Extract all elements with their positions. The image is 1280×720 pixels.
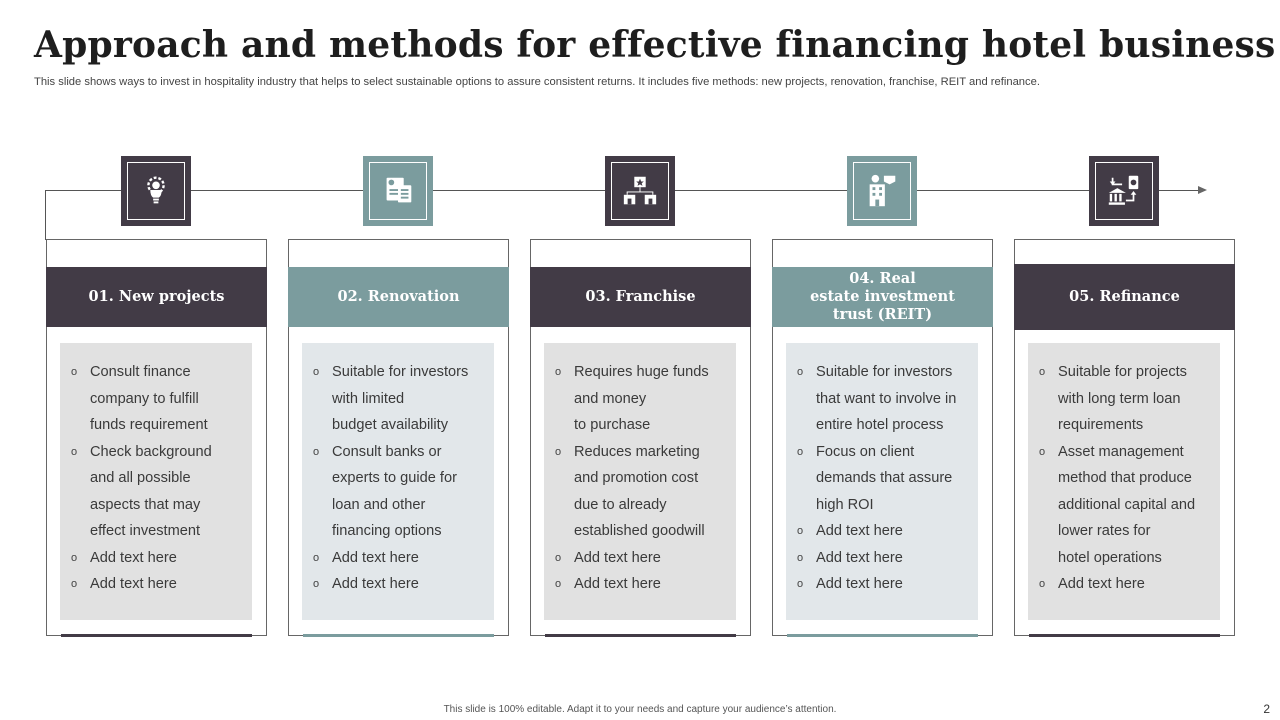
list-item: o Check background and all possible aspects that may effect investment xyxy=(70,439,242,545)
slide-subtitle: This slide shows ways to invest in hospitality industry that helps to select sustainable options to assure consistent returns. It includes five methods: new projects, renovation, franchise, REIT and refinance. xyxy=(34,76,1040,88)
bullet-icon: o xyxy=(71,578,78,590)
list-item: o Add text here xyxy=(796,518,968,545)
lightbulb-gear-icon xyxy=(127,162,185,220)
bullet-icon: o xyxy=(71,366,78,378)
card-body xyxy=(786,343,978,620)
step-3-icon-box xyxy=(605,156,675,226)
page-number: 2 xyxy=(1263,702,1270,716)
franchise-stores-icon xyxy=(611,162,669,220)
bullet-icon: o xyxy=(313,578,320,590)
bullet-icon: o xyxy=(797,525,804,537)
list-item: o Add text here xyxy=(312,571,484,598)
card-bottom-bar xyxy=(787,634,978,637)
slide-title: Approach and methods for effective financing hotel business xyxy=(34,24,1276,66)
timeline-connector xyxy=(45,190,46,240)
list-item: o Add text here xyxy=(70,545,242,572)
card-body xyxy=(544,343,736,620)
bank-exchange-icon xyxy=(1095,162,1153,220)
slide-footer: This slide is 100% editable. Adapt it to your needs and capture your audience’s attention. xyxy=(443,704,837,715)
bullet-icon: o xyxy=(555,578,562,590)
card-body xyxy=(302,343,494,620)
card-title: 03. Franchise xyxy=(530,267,751,327)
bullet-list xyxy=(554,359,726,598)
card-title: 04. Real estate investment trust (REIT) xyxy=(772,267,993,327)
card-refinance xyxy=(1014,239,1235,636)
list-item: o Consult banks or experts to guide for loan and other financing options xyxy=(312,439,484,545)
card-bottom-bar xyxy=(61,634,252,637)
list-item: o Reduces marketing and promotion cost due to already established goodwill xyxy=(554,439,726,545)
document-checklist-icon xyxy=(369,162,427,220)
card-body xyxy=(60,343,252,620)
list-item: o Add text here xyxy=(1038,571,1210,598)
list-item: o Suitable for investors that want to involve in entire hotel process xyxy=(796,359,968,439)
list-item: o Add text here xyxy=(554,571,726,598)
card-reit xyxy=(772,239,993,636)
list-item: o Add text here xyxy=(70,571,242,598)
bullet-icon: o xyxy=(313,366,320,378)
bullet-icon: o xyxy=(555,445,562,458)
bullet-icon: o xyxy=(797,445,804,458)
step-1-icon-box xyxy=(121,156,191,226)
bullet-icon: o xyxy=(797,578,804,590)
list-item: o Add text here xyxy=(796,571,968,598)
step-4-icon-box xyxy=(847,156,917,226)
list-item: o Focus on client demands that assure high ROI xyxy=(796,439,968,519)
list-item: o Add text here xyxy=(554,545,726,572)
card-bottom-bar xyxy=(1029,634,1220,637)
building-money-icon xyxy=(853,162,911,220)
bullet-icon: o xyxy=(313,551,320,564)
bullet-list xyxy=(312,359,484,598)
bullet-list xyxy=(70,359,242,598)
bullet-list xyxy=(796,359,968,598)
card-franchise xyxy=(530,239,751,636)
card-bottom-bar xyxy=(545,634,736,637)
bullet-icon: o xyxy=(71,551,78,564)
bullet-icon: o xyxy=(313,445,320,458)
card-bottom-bar xyxy=(303,634,494,637)
bullet-icon: o xyxy=(1039,578,1046,590)
timeline-arrow-icon xyxy=(1198,186,1207,194)
bullet-icon: o xyxy=(797,366,804,378)
card-new-projects xyxy=(46,239,267,636)
list-item: o Suitable for projects with long term loan requirements xyxy=(1038,359,1210,439)
step-2-icon-box xyxy=(363,156,433,226)
list-item: o Add text here xyxy=(312,545,484,572)
bullet-list xyxy=(1038,359,1210,598)
card-title: 02. Renovation xyxy=(288,267,509,327)
bullet-icon: o xyxy=(1039,366,1046,378)
list-item: o Asset management method that produce additional capital and lower rates for hotel operations xyxy=(1038,439,1210,572)
step-5-icon-box xyxy=(1089,156,1159,226)
bullet-icon: o xyxy=(71,445,78,458)
bullet-icon: o xyxy=(555,551,562,564)
list-item: o Suitable for investors with limited budget availability xyxy=(312,359,484,439)
list-item: o Requires huge funds and money to purchase xyxy=(554,359,726,439)
list-item: o Consult finance company to fulfill funds requirement xyxy=(70,359,242,439)
card-body xyxy=(1028,343,1220,620)
card-title: 01. New projects xyxy=(46,267,267,327)
bullet-icon: o xyxy=(555,366,562,378)
bullet-icon: o xyxy=(797,551,804,564)
bullet-icon: o xyxy=(1039,445,1046,458)
card-renovation xyxy=(288,239,509,636)
list-item: o Add text here xyxy=(796,545,968,572)
card-title: 05. Refinance xyxy=(1014,264,1235,330)
